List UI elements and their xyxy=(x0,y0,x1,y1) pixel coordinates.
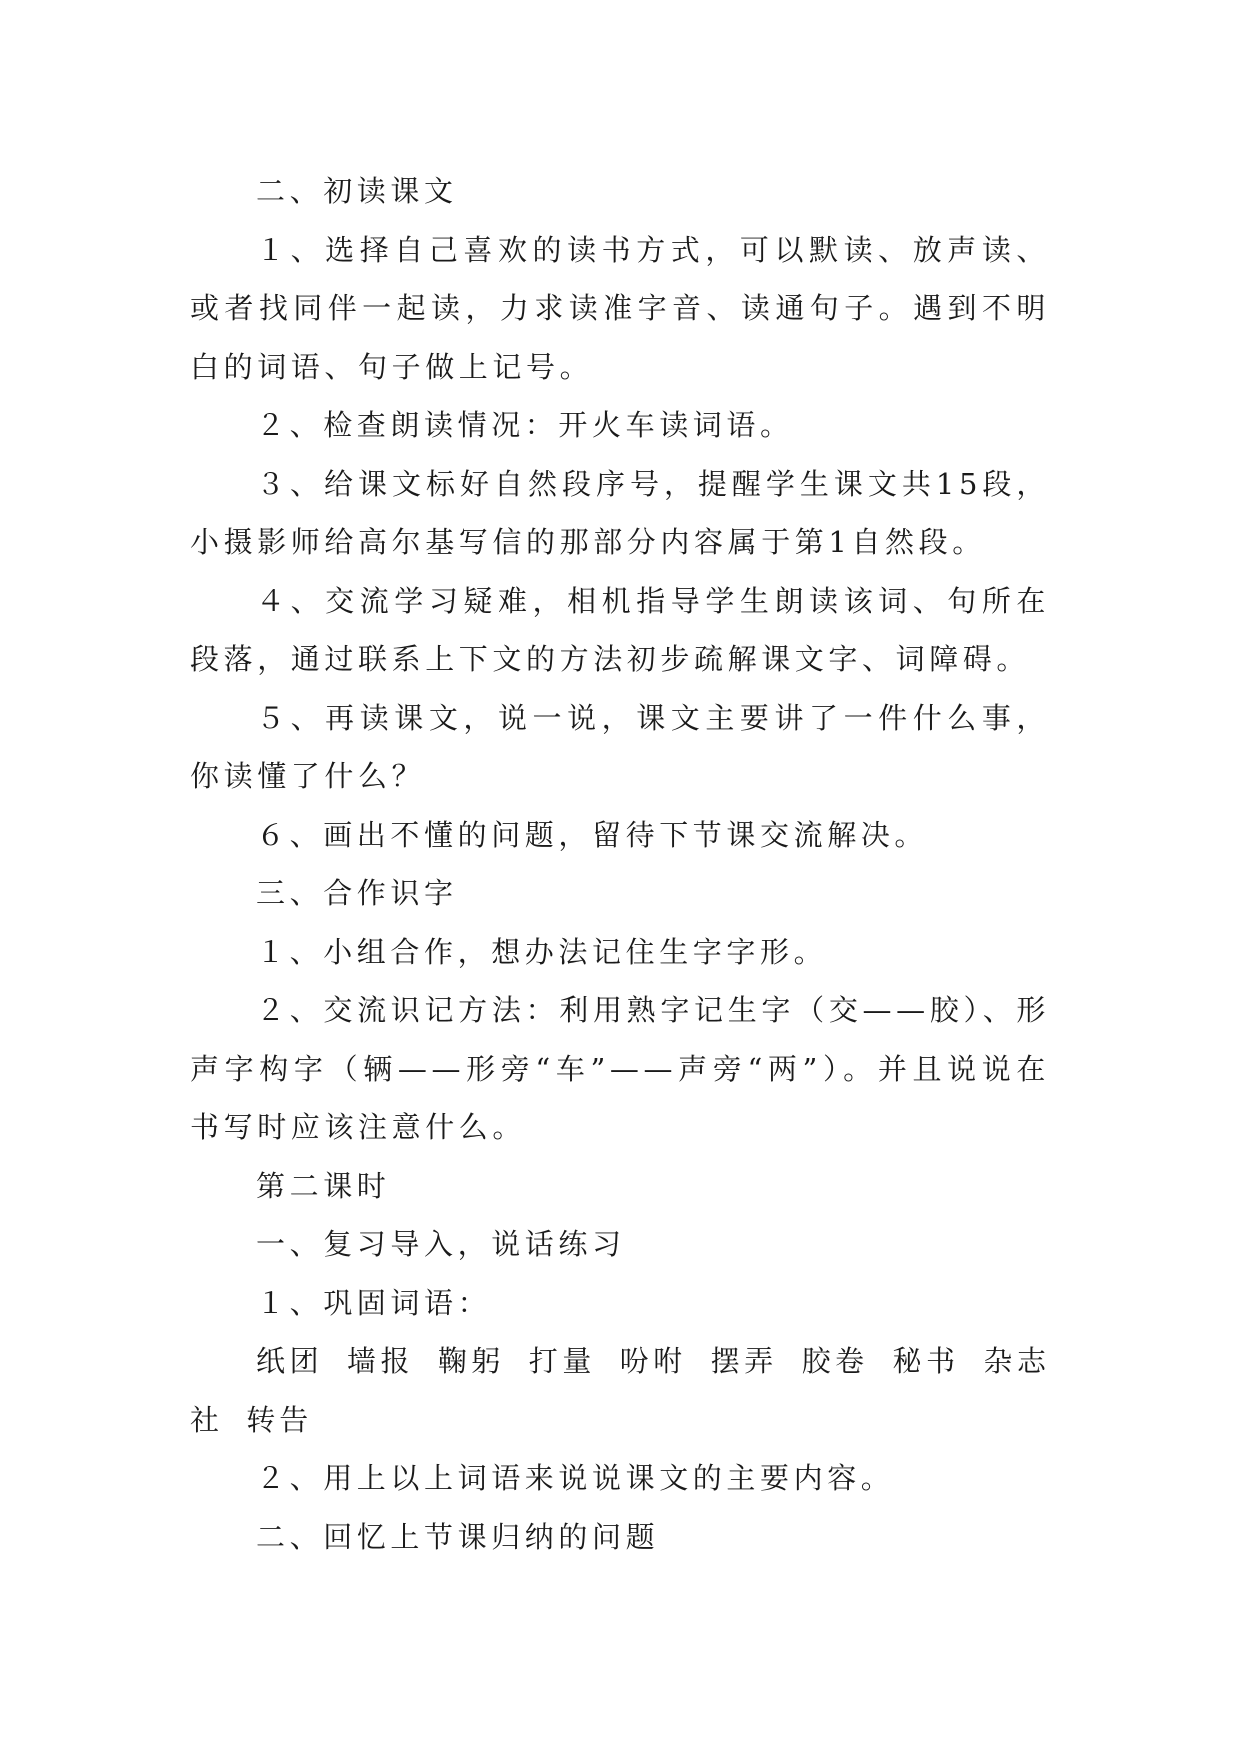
paragraph: １、选择自己喜欢的读书方式，可以默读、放声读、或者找同伴一起读，力求读准字音、读通句子。遇到不明白的词语、句子做上记号。 xyxy=(190,232,1050,384)
section-heading: 二、回忆上节课归纳的问题 xyxy=(256,1519,660,1554)
paragraph: １、小组合作，想办法记住生字字形。 xyxy=(256,934,828,969)
paragraph: ３、给课文标好自然段序号，提醒学生课文共15段，小摄影师给高尔基写信的那部分内容属于第1自然段。 xyxy=(190,466,1050,559)
paragraph: ２、检查朗读情况：开火车读词语。 xyxy=(256,408,794,442)
vocabulary-list: 纸团 墙报 鞠躬 打量 吩咐 摆弄 胶卷 秘书 杂志社 转告 xyxy=(190,1344,1050,1437)
paragraph: ２、交流识记方法：利用熟字记生字（交——胶）、形声字构字（辆——形旁“车”——声旁“两”）。并且说说在书写时应该注意什么。 xyxy=(190,993,1050,1144)
section-heading: 一、复习导入，说话练习 xyxy=(256,1227,626,1261)
document-page xyxy=(190,162,1050,1566)
section-heading: 三、合作识字 xyxy=(256,876,458,910)
paragraph: １、巩固词语： xyxy=(256,1285,492,1320)
paragraph: ２、用上以上词语来说说课文的主要内容。 xyxy=(256,1461,895,1495)
paragraph: ５、再读课文，说一说，课文主要讲了一件什么事，你读懂了什么？ xyxy=(190,700,1050,793)
lesson-heading: 第二课时 xyxy=(256,1168,391,1203)
section-heading: 二、初读课文 xyxy=(256,174,458,208)
paragraph: ６、画出不懂的问题，留待下节课交流解决。 xyxy=(256,817,929,852)
paragraph: ４、交流学习疑难，相机指导学生朗读该词、句所在段落，通过联系上下文的方法初步疏解课文字、词障碍。 xyxy=(190,583,1050,676)
